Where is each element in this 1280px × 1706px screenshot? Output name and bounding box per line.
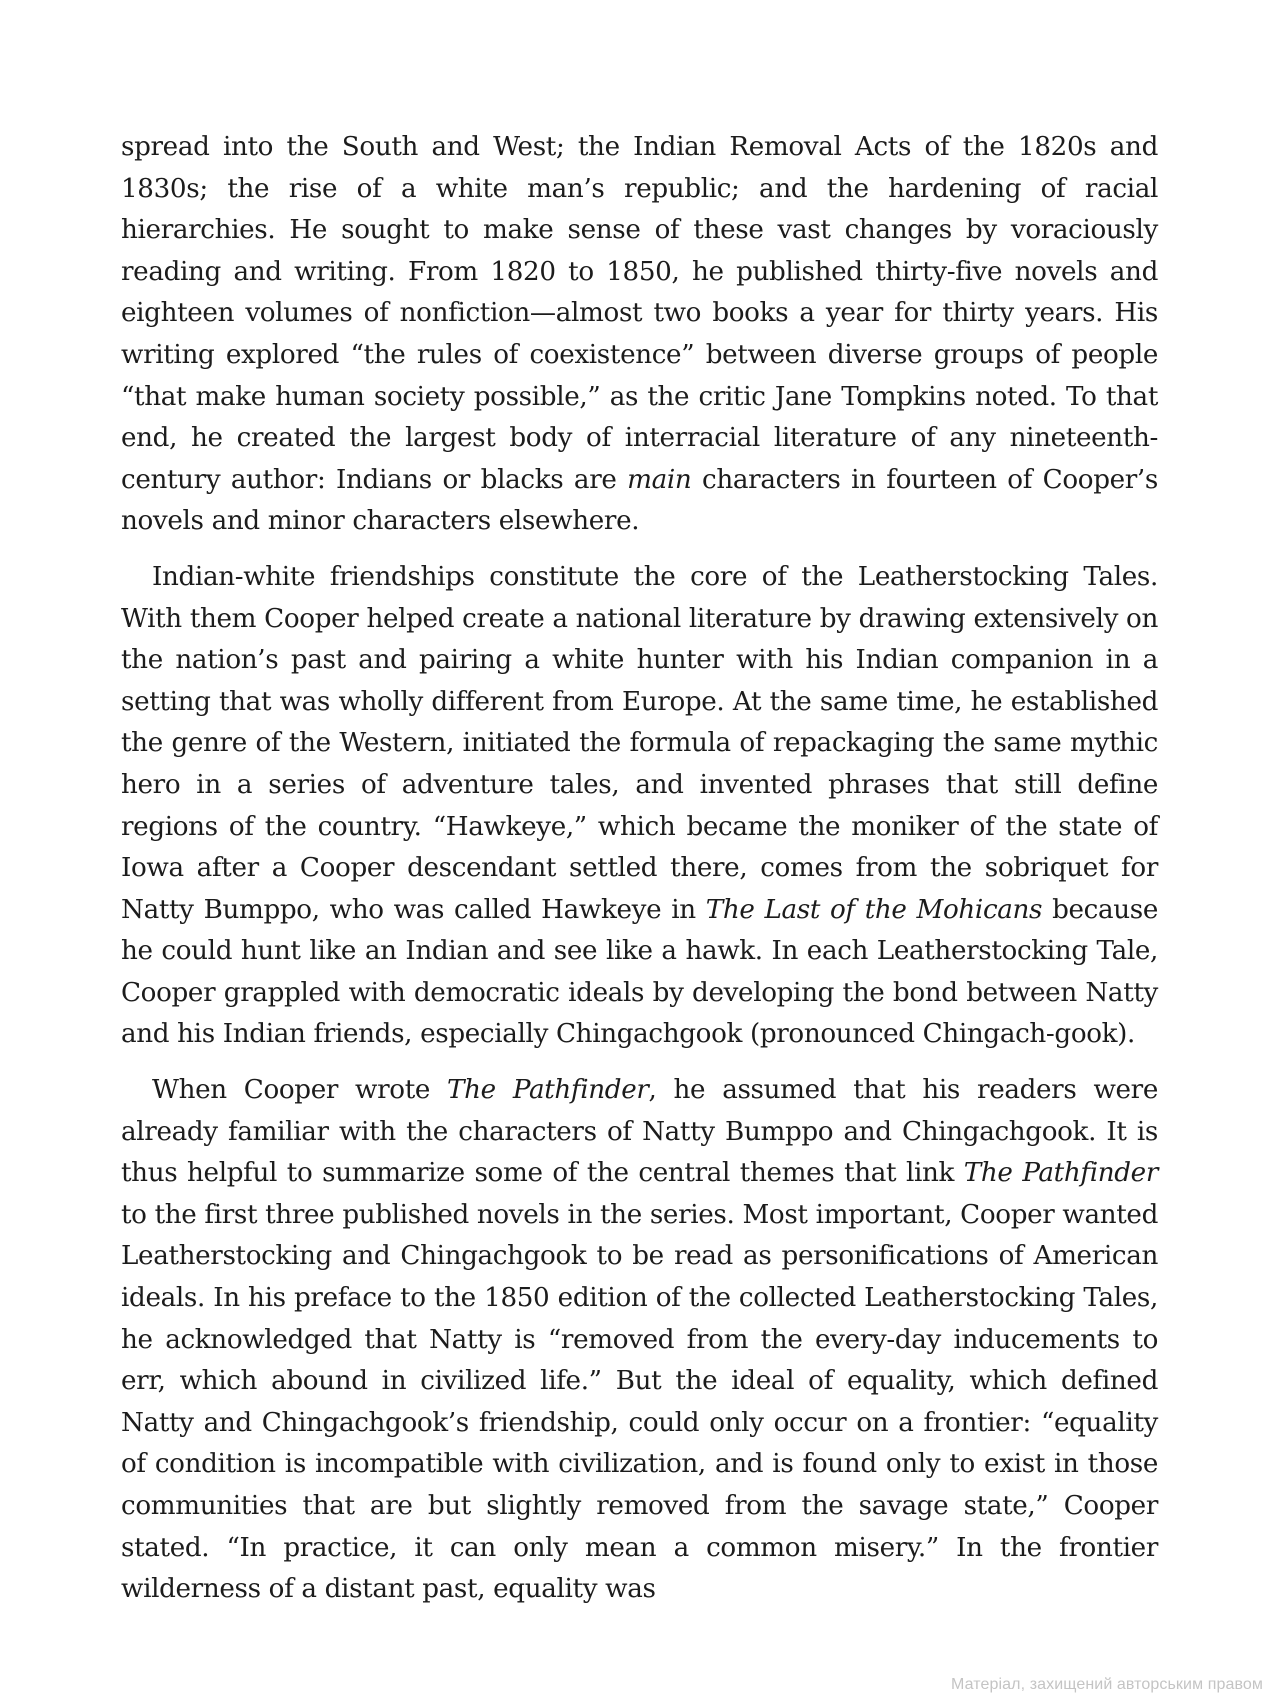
paragraph-1-italic-main: main xyxy=(627,464,692,495)
paragraph-2 xyxy=(121,557,1158,1056)
paragraph-3-italic-book-title-1: The Pathfinder xyxy=(447,1075,649,1106)
paragraph-1-text-2: characters in fourteen of Cooper’s novels and minor characters elsewhere. xyxy=(121,464,1158,537)
paragraph-3-text-1: When Cooper wrote xyxy=(152,1075,448,1106)
document-page xyxy=(121,127,1158,1611)
paragraph-2-italic-book-title: The Last of the Mohicans xyxy=(705,894,1043,925)
paragraph-3-italic-book-title-2: The Pathfinder xyxy=(963,1158,1158,1189)
paragraph-2-text-1: Indian-white friendships constitute the core of the Leatherstocking Tales. With them Cooper helped create a national literature by drawing extensively on the nation’s past and pairing a white hunter with his Indian companion in a setting that was wholly different from Europe. At the same time, he established the genre of the Western, initiated the formula of repackaging the same mythic hero in a series of adventure tales, and invented phrases that still define regions of the country. “Hawkeye,” which became the moniker of the state of Iowa after a Cooper descendant settled there, comes from the sobriquet for Natty Bumppo, who was called Hawkeye in xyxy=(121,561,1158,925)
paragraph-1 xyxy=(121,127,1158,543)
paragraph-3-text-3: to the first three published novels in the series. Most important, Cooper wanted Leatherstocking and Chingachgook to be read as personifications of American ideals. In his preface to the 1850 edition of the collected Leatherstocking Tales, he acknowledged that Natty is “removed from the every-day inducements to err, which abound in civilized life.” But the ideal of equality, which defined Natty and Chingachgook’s friendship, could only occur on a frontier: “equality of condition is incompatible with civilization, and is found only to exist in those communities that are but slightly removed from the savage state,” Cooper stated. “In practice, it can only mean a common misery.” In the frontier wilderness of a distant past, equality was xyxy=(121,1199,1158,1605)
copyright-watermark: Матеріал, захищений авторським правом xyxy=(951,1676,1263,1693)
paragraph-1-text-1: spread into the South and West; the Indian Removal Acts of the 1820s and 1830s; the rise of a white man’s republic; and the hardening of racial hierarchies. He sought to make sense of these vast changes by voraciously reading and writing. From 1820 to 1850, he published thirty-five novels and eighteen volumes of nonfiction—almost two books a year for thirty years. His writing explored “the rules of coexistence” between diverse groups of people “that make human society possible,” as the critic Jane Tompkins noted. To that end, he created the largest body of interracial literature of any nineteenth-century author: Indians or blacks are xyxy=(121,132,1158,495)
paragraph-3-text-2: , he assumed that his readers were already familiar with the characters of Natty Bumppo and Chingachgook. It is thus helpful to summarize some of the central themes that link xyxy=(121,1075,1158,1189)
paragraph-3 xyxy=(121,1070,1158,1611)
paragraph-2-text-2: because he could hunt like an Indian and see like a hawk. In each Leatherstocking Tale, Cooper grappled with democratic ideals by developing the bond between Natty and his Indian friends, especially Chingachgook (pronounced Chingach-gook). xyxy=(121,894,1158,1050)
